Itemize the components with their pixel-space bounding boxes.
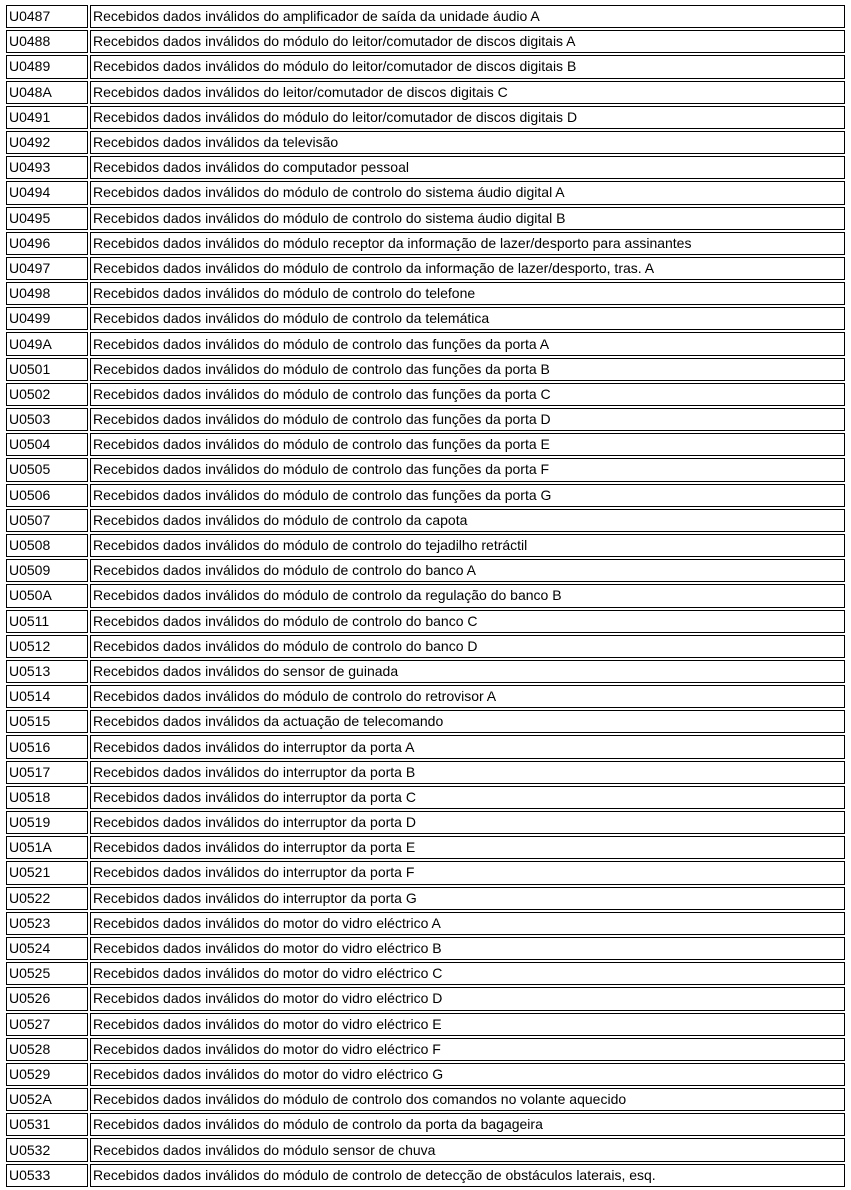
table-row: [6, 484, 845, 507]
dtc-code-cell: U0511: [6, 610, 88, 633]
dtc-description-cell: Recebidos dados inválidos do leitor/comutador de discos digitais C: [90, 81, 845, 104]
dtc-code-cell: U0487: [6, 5, 88, 28]
dtc-code-cell: U0497: [6, 257, 88, 280]
table-row: [6, 5, 845, 28]
table-row: [6, 987, 845, 1010]
dtc-code-cell: U0524: [6, 937, 88, 960]
dtc-description-cell: Recebidos dados inválidos do módulo de controlo das funções da porta C: [90, 383, 845, 406]
table-row: [6, 433, 845, 456]
dtc-description-cell: Recebidos dados inválidos do motor do vidro eléctrico G: [90, 1063, 845, 1086]
table-row: [6, 307, 845, 330]
dtc-code-cell: U0492: [6, 131, 88, 154]
table-row: [6, 1038, 845, 1061]
dtc-code-cell: U0512: [6, 635, 88, 658]
dtc-description-cell: Recebidos dados inválidos do interruptor da porta C: [90, 786, 845, 809]
table-row: [6, 458, 845, 481]
table-row: [6, 282, 845, 305]
table-row: [6, 207, 845, 230]
dtc-code-cell: U050A: [6, 584, 88, 607]
dtc-code-cell: U052A: [6, 1088, 88, 1111]
dtc-code-cell: U0493: [6, 156, 88, 179]
dtc-description-cell: Recebidos dados inválidos do motor do vidro eléctrico D: [90, 987, 845, 1010]
table-row: [6, 30, 845, 53]
table-row: [6, 181, 845, 204]
table-row: [6, 836, 845, 859]
dtc-code-cell: U0513: [6, 660, 88, 683]
dtc-code-cell: U0516: [6, 735, 88, 758]
dtc-description-cell: Recebidos dados inválidos do módulo de controlo do banco A: [90, 559, 845, 582]
dtc-code-cell: U0491: [6, 106, 88, 129]
dtc-code-cell: U0525: [6, 962, 88, 985]
dtc-code-cell: U0531: [6, 1113, 88, 1136]
dtc-code-cell: U0523: [6, 912, 88, 935]
dtc-description-cell: Recebidos dados inválidos do módulo de controlo dos comandos no volante aquecido: [90, 1088, 845, 1111]
dtc-description-cell: Recebidos dados inválidos do módulo sensor de chuva: [90, 1138, 845, 1161]
table-row: [6, 332, 845, 355]
dtc-description-cell: Recebidos dados inválidos do módulo de controlo da porta da bagageira: [90, 1113, 845, 1136]
dtc-description-cell: Recebidos dados inválidos do módulo do leitor/comutador de discos digitais B: [90, 55, 845, 78]
dtc-description-cell: Recebidos dados inválidos do módulo de controlo do banco D: [90, 635, 845, 658]
dtc-code-cell: U0527: [6, 1013, 88, 1036]
dtc-description-cell: Recebidos dados inválidos do módulo do leitor/comutador de discos digitais A: [90, 30, 845, 53]
table-row: [6, 232, 845, 255]
dtc-description-cell: Recebidos dados inválidos do interruptor da porta E: [90, 836, 845, 859]
table-row: [6, 635, 845, 658]
dtc-code-cell: U0506: [6, 484, 88, 507]
dtc-description-cell: Recebidos dados inválidos do interruptor da porta A: [90, 735, 845, 758]
dtc-code-cell: U0501: [6, 358, 88, 381]
dtc-description-cell: Recebidos dados inválidos da televisão: [90, 131, 845, 154]
dtc-code-cell: U0507: [6, 509, 88, 532]
dtc-description-cell: Recebidos dados inválidos do módulo de controlo do retrovisor A: [90, 685, 845, 708]
dtc-description-cell: Recebidos dados inválidos do módulo de controlo da capota: [90, 509, 845, 532]
dtc-description-cell: Recebidos dados inválidos do módulo de controlo da regulação do banco B: [90, 584, 845, 607]
table-row: [6, 1164, 845, 1187]
table-row: [6, 660, 845, 683]
dtc-description-cell: Recebidos dados inválidos do módulo receptor da informação de lazer/desporto para assinantes: [90, 232, 845, 255]
table-row: [6, 55, 845, 78]
table-row: [6, 710, 845, 733]
dtc-code-cell: U0528: [6, 1038, 88, 1061]
table-row: [6, 735, 845, 758]
dtc-description-cell: Recebidos dados inválidos do interruptor da porta D: [90, 811, 845, 834]
dtc-code-cell: U0521: [6, 861, 88, 884]
dtc-code-cell: U0533: [6, 1164, 88, 1187]
table-row: [6, 383, 845, 406]
dtc-description-cell: Recebidos dados inválidos do motor do vidro eléctrico B: [90, 937, 845, 960]
table-row: [6, 1138, 845, 1161]
dtc-code-cell: U0502: [6, 383, 88, 406]
dtc-description-cell: Recebidos dados inválidos do módulo de controlo das funções da porta A: [90, 332, 845, 355]
dtc-description-cell: Recebidos dados inválidos do módulo de controlo do sistema áudio digital A: [90, 181, 845, 204]
dtc-code-cell: U0509: [6, 559, 88, 582]
dtc-description-cell: Recebidos dados inválidos do motor do vidro eléctrico C: [90, 962, 845, 985]
dtc-description-cell: Recebidos dados inválidos do módulo de controlo do banco C: [90, 610, 845, 633]
table-row: [6, 962, 845, 985]
dtc-description-cell: Recebidos dados inválidos do módulo de controlo da telemática: [90, 307, 845, 330]
dtc-code-cell: U051A: [6, 836, 88, 859]
dtc-code-cell: U0504: [6, 433, 88, 456]
table-row: [6, 81, 845, 104]
dtc-description-cell: Recebidos dados inválidos do computador pessoal: [90, 156, 845, 179]
dtc-description-cell: Recebidos dados inválidos do módulo de controlo da informação de lazer/desporto, tras. A: [90, 257, 845, 280]
table-row: [6, 1013, 845, 1036]
dtc-description-cell: Recebidos dados inválidos do motor do vidro eléctrico F: [90, 1038, 845, 1061]
table-row: [6, 408, 845, 431]
dtc-description-cell: Recebidos dados inválidos do módulo de controlo das funções da porta F: [90, 458, 845, 481]
dtc-description-cell: Recebidos dados inválidos do módulo do leitor/comutador de discos digitais D: [90, 106, 845, 129]
dtc-code-cell: U0503: [6, 408, 88, 431]
table-row: [6, 811, 845, 834]
dtc-code-cell: U048A: [6, 81, 88, 104]
table-row: [6, 584, 845, 607]
dtc-code-cell: U0496: [6, 232, 88, 255]
dtc-description-cell: Recebidos dados inválidos do módulo de controlo das funções da porta B: [90, 358, 845, 381]
dtc-code-cell: U0519: [6, 811, 88, 834]
table-row: [6, 534, 845, 557]
dtc-description-cell: Recebidos dados inválidos do sensor de guinada: [90, 660, 845, 683]
dtc-description-cell: Recebidos dados inválidos do módulo de controlo das funções da porta G: [90, 484, 845, 507]
dtc-description-cell: Recebidos dados inválidos do interruptor da porta G: [90, 887, 845, 910]
table-row: [6, 912, 845, 935]
dtc-description-cell: Recebidos dados inválidos do módulo de controlo do tejadilho retráctil: [90, 534, 845, 557]
dtc-code-cell: U0514: [6, 685, 88, 708]
dtc-code-table: [4, 3, 847, 1189]
dtc-code-cell: U0499: [6, 307, 88, 330]
dtc-description-cell: Recebidos dados inválidos do amplificador de saída da unidade áudio A: [90, 5, 845, 28]
dtc-code-cell: U0518: [6, 786, 88, 809]
dtc-code-cell: U0508: [6, 534, 88, 557]
table-row: [6, 156, 845, 179]
table-row: [6, 509, 845, 532]
table-row: [6, 1088, 845, 1111]
dtc-description-cell: Recebidos dados inválidos do motor do vidro eléctrico A: [90, 912, 845, 935]
dtc-code-cell: U049A: [6, 332, 88, 355]
table-row: [6, 887, 845, 910]
dtc-code-cell: U0489: [6, 55, 88, 78]
dtc-code-cell: U0495: [6, 207, 88, 230]
dtc-description-cell: Recebidos dados inválidos do motor do vidro eléctrico E: [90, 1013, 845, 1036]
dtc-description-cell: Recebidos dados inválidos do interruptor da porta F: [90, 861, 845, 884]
table-body: [6, 5, 845, 1187]
dtc-code-cell: U0488: [6, 30, 88, 53]
table-row: [6, 559, 845, 582]
dtc-code-cell: U0532: [6, 1138, 88, 1161]
dtc-description-cell: Recebidos dados inválidos do módulo de controlo do telefone: [90, 282, 845, 305]
table-row: [6, 1113, 845, 1136]
table-row: [6, 131, 845, 154]
table-row: [6, 786, 845, 809]
dtc-code-cell: U0529: [6, 1063, 88, 1086]
dtc-code-cell: U0517: [6, 761, 88, 784]
table-row: [6, 685, 845, 708]
dtc-code-cell: U0526: [6, 987, 88, 1010]
dtc-code-cell: U0498: [6, 282, 88, 305]
dtc-description-cell: Recebidos dados inválidos do módulo de controlo das funções da porta E: [90, 433, 845, 456]
dtc-code-cell: U0494: [6, 181, 88, 204]
dtc-code-cell: U0515: [6, 710, 88, 733]
table-row: [6, 861, 845, 884]
dtc-description-cell: Recebidos dados inválidos do módulo de controlo das funções da porta D: [90, 408, 845, 431]
table-row: [6, 610, 845, 633]
dtc-description-cell: Recebidos dados inválidos do interruptor da porta B: [90, 761, 845, 784]
table-row: [6, 937, 845, 960]
table-row: [6, 358, 845, 381]
dtc-description-cell: Recebidos dados inválidos do módulo de controlo do sistema áudio digital B: [90, 207, 845, 230]
table-row: [6, 106, 845, 129]
dtc-code-cell: U0522: [6, 887, 88, 910]
dtc-description-cell: Recebidos dados inválidos do módulo de controlo de detecção de obstáculos laterais, esq.: [90, 1164, 845, 1187]
table-row: [6, 761, 845, 784]
table-row: [6, 1063, 845, 1086]
table-row: [6, 257, 845, 280]
dtc-code-cell: U0505: [6, 458, 88, 481]
dtc-description-cell: Recebidos dados inválidos da actuação de telecomando: [90, 710, 845, 733]
